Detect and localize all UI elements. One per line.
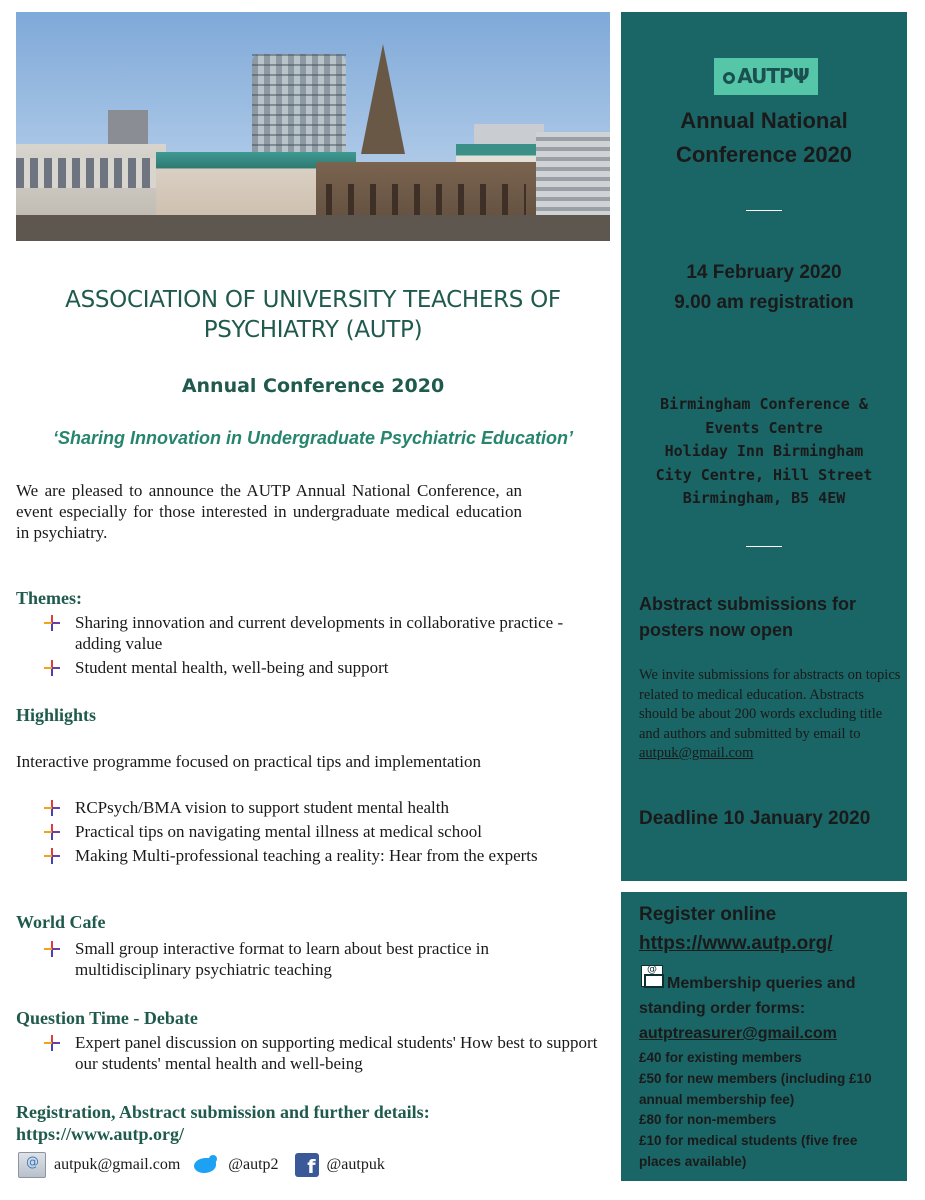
org-title: ASSOCIATION OF UNIVERSITY TEACHERS OF PSYCHIATRY (AUTP): [65, 287, 561, 343]
question-time-heading: Question Time - Debate: [16, 1008, 198, 1028]
venue-address: Birmingham Conference & Events Centre Holiday Inn Birmingham City Centre, Hill Street Birmingham, B5 4EW: [655, 395, 873, 507]
autp-logo: AUTPΨ: [714, 58, 818, 95]
highlights-heading: Highlights: [16, 705, 97, 725]
list-item: £50 for new members (including £10 annual membership fee): [639, 1070, 872, 1107]
registration-link[interactable]: https://www.autp.org/: [16, 1124, 185, 1144]
bullet-icon: [44, 824, 60, 840]
contact-email[interactable]: autpuk@gmail.com: [54, 1156, 181, 1173]
bullet-icon: [44, 800, 60, 816]
email-icon: [18, 1152, 46, 1178]
bullet-icon: [44, 615, 60, 631]
list-item: RCPsych/BMA vision to support student mental health: [44, 797, 604, 818]
pin-icon: [723, 72, 735, 84]
header-photo: [16, 12, 610, 241]
highlights-list: [44, 797, 604, 869]
divider: [746, 210, 782, 211]
list-item: £40 for existing members: [639, 1050, 802, 1065]
conference-subtitle: Annual Conference 2020: [181, 375, 445, 397]
tagline: ‘Sharing Innovation in Undergraduate Psychiatric Education’: [52, 428, 574, 448]
contact-row: [18, 1150, 385, 1180]
membership-email-link[interactable]: autptreasurer@gmail.com: [639, 1025, 837, 1042]
bullet-icon: [44, 848, 60, 864]
event-date: 14 February 2020 9.00 am registration: [674, 262, 854, 313]
intro-paragraph: We are pleased to announce the AUTP Annual National Conference, an event especially for those interested in undergraduate medical education in psychiatry.: [16, 481, 522, 542]
bullet-icon: [44, 941, 60, 957]
bullet-icon: [44, 1035, 60, 1051]
abstract-body: We invite submissions for abstracts on topics related to medical education. Abstracts should be about 200 words excluding title and authors and submitted by email to autpuk@gmail.com: [639, 667, 901, 761]
list-item: £80 for non-members: [639, 1112, 777, 1128]
abstract-email-link[interactable]: autpuk@gmail.com: [639, 745, 754, 761]
register-online-link[interactable]: https://www.autp.org/: [639, 933, 833, 954]
contact-twitter[interactable]: @autp2: [228, 1156, 279, 1173]
church-spire: [361, 44, 405, 154]
list-item: Sharing innovation and current developments in collaborative practice - adding value: [44, 612, 604, 654]
highlights-lead: Interactive programme focused on practical tips and implementation: [16, 752, 481, 771]
list-item: Student mental health, well-being and support: [44, 657, 604, 678]
facebook-icon: f: [295, 1153, 319, 1177]
world-cafe-list: [44, 938, 604, 983]
list-item: Expert panel discussion on supporting medical students' How best to support our students' mental health and well-being: [44, 1032, 604, 1074]
twitter-icon: [192, 1152, 220, 1178]
divider: [746, 546, 782, 547]
membership-text: Membership queries and standing order forms:: [639, 975, 856, 1017]
bullet-icon: [44, 660, 60, 676]
register-online-label: Register online: [639, 904, 777, 925]
street: [16, 215, 610, 241]
abstract-heading: Abstract submissions for posters now open: [639, 594, 857, 640]
question-time-list: [44, 1032, 604, 1077]
registration-heading: Registration, Abstract submission and further details:: [16, 1102, 430, 1122]
deadline: Deadline 10 January 2020: [639, 808, 871, 829]
fees-list: [639, 1048, 901, 1173]
contact-facebook[interactable]: @autpuk: [326, 1156, 385, 1173]
themes-list: [44, 612, 604, 681]
panel-title: Annual National Conference 2020: [675, 108, 853, 167]
list-item: £10 for medical students (five free places available): [639, 1133, 858, 1169]
themes-heading: Themes:: [16, 588, 82, 608]
list-item: Practical tips on navigating mental illness at medical school: [44, 821, 604, 842]
world-cafe-heading: World Cafe: [16, 912, 106, 932]
list-item: Making Multi-professional teaching a reality: Hear from the experts: [44, 845, 604, 866]
list-item: Small group interactive format to learn about best practice in multidisciplinary psychiatric teaching: [44, 938, 604, 980]
